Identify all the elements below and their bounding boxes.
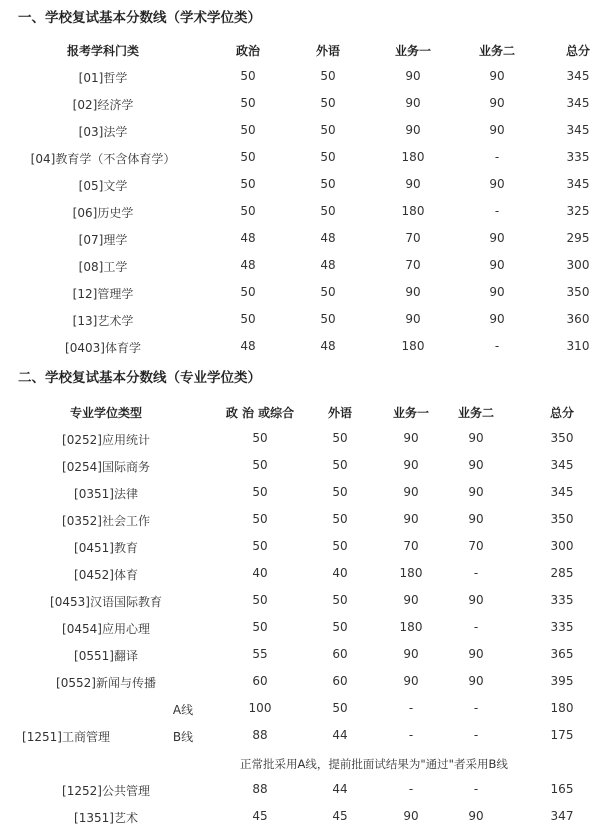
table-row <box>0 123 612 150</box>
mba-note: 正常批采用A线，提前批面试结果为"通过"者采用B线 <box>240 757 508 771</box>
row-value: 90 <box>489 177 505 191</box>
row-value: - <box>473 620 479 634</box>
row-value: 50 <box>332 458 348 472</box>
s2-header-3: 业务一 <box>392 406 430 420</box>
row-value: 90 <box>489 69 505 83</box>
table-row <box>0 96 612 123</box>
row-label: [07]理学 <box>78 233 128 247</box>
row-value: 50 <box>332 539 348 553</box>
row-label: [0403]体育学 <box>65 341 141 355</box>
row-value: 45 <box>332 809 348 823</box>
mba-line-b-label: B线 <box>172 730 194 744</box>
row-value: 350 <box>550 431 574 445</box>
table-row <box>0 231 612 258</box>
row-value: 90 <box>403 674 419 688</box>
section2-title: 二、学校复试基本分数线（专业学位类） <box>18 370 261 386</box>
table-row <box>0 593 612 620</box>
row-value: 345 <box>550 485 574 499</box>
row-value: 300 <box>566 258 590 272</box>
row-value: 90 <box>489 123 505 137</box>
row-value: 90 <box>468 593 484 607</box>
row-value: - <box>473 566 479 580</box>
row-value: 48 <box>240 258 256 272</box>
row-value: 70 <box>405 231 421 245</box>
s2-header-4: 业务二 <box>457 406 495 420</box>
row-value: 48 <box>240 339 256 353</box>
row-value: 50 <box>252 620 268 634</box>
row-value: 180 <box>401 204 425 218</box>
row-value: 347 <box>550 809 574 823</box>
row-label: [0351]法律 <box>74 487 138 501</box>
s1-header-1: 政治 <box>235 44 261 58</box>
table-row <box>0 539 612 566</box>
mba-name: [1251]工商管理 <box>22 730 110 744</box>
row-value: 90 <box>468 809 484 823</box>
row-value: - <box>494 204 500 218</box>
row-value: 335 <box>566 150 590 164</box>
row-value: 50 <box>252 539 268 553</box>
row-value: 48 <box>320 258 336 272</box>
mba-line-a-v4: 180 <box>550 701 574 715</box>
row-value: 50 <box>240 312 256 326</box>
row-value: 50 <box>240 150 256 164</box>
mba-line-a-v3: - <box>473 701 479 715</box>
row-value: 180 <box>401 150 425 164</box>
row-value: 70 <box>468 539 484 553</box>
row-label: [03]法学 <box>78 125 128 139</box>
row-value: - <box>494 150 500 164</box>
mba-line-a-v2: - <box>408 701 414 715</box>
s1-header-5: 总分 <box>565 44 591 58</box>
row-value: 90 <box>468 485 484 499</box>
row-value: 50 <box>252 458 268 472</box>
mba-line-b-v4: 175 <box>550 728 574 742</box>
row-label: [04]教育学（不含体育学） <box>30 152 176 166</box>
row-label: [12]管理学 <box>72 287 134 301</box>
row-value: 70 <box>403 539 419 553</box>
row-label: [0551]翻译 <box>74 649 138 663</box>
table-row <box>0 647 612 674</box>
row-value: 40 <box>252 566 268 580</box>
row-value: 50 <box>252 485 268 499</box>
s1-header-2: 外语 <box>315 44 341 58</box>
row-value: 180 <box>399 566 423 580</box>
table-row <box>0 782 612 809</box>
row-label: [08]工学 <box>78 260 128 274</box>
row-value: 50 <box>332 512 348 526</box>
row-value: 165 <box>550 782 574 796</box>
row-value: 310 <box>566 339 590 353</box>
row-value: 90 <box>468 458 484 472</box>
table-row <box>0 431 612 458</box>
row-value: 300 <box>550 539 574 553</box>
row-value: 345 <box>566 177 590 191</box>
table-row <box>0 458 612 485</box>
row-label: [05]文学 <box>78 179 128 193</box>
row-value: 50 <box>240 69 256 83</box>
section1-title: 一、学校复试基本分数线（学术学位类） <box>18 10 261 26</box>
row-value: 90 <box>405 123 421 137</box>
table-row <box>0 512 612 539</box>
row-value: 90 <box>405 69 421 83</box>
row-label: [0552]新闻与传播 <box>56 676 156 690</box>
mba-line-b-v2: - <box>408 728 414 742</box>
row-value: 48 <box>320 339 336 353</box>
table-row <box>0 809 612 836</box>
row-value: 90 <box>403 647 419 661</box>
row-value: 50 <box>332 593 348 607</box>
row-value: 50 <box>320 96 336 110</box>
row-value: 295 <box>566 231 590 245</box>
row-value: 350 <box>550 512 574 526</box>
mba-line-a-v1: 50 <box>332 701 348 715</box>
row-value: 90 <box>489 285 505 299</box>
row-value: 345 <box>566 69 590 83</box>
row-value: 90 <box>403 512 419 526</box>
row-label: [02]经济学 <box>72 98 134 112</box>
row-value: 50 <box>240 204 256 218</box>
row-value: 48 <box>240 231 256 245</box>
row-value: 50 <box>240 123 256 137</box>
table-row <box>0 312 612 339</box>
table-row <box>0 285 612 312</box>
s1-header-0: 报考学科门类 <box>66 44 140 58</box>
s1-header-3: 业务一 <box>394 44 432 58</box>
row-value: 90 <box>403 485 419 499</box>
s2-header-0: 专业学位类型 <box>69 406 143 420</box>
row-value: 345 <box>566 96 590 110</box>
row-value: 90 <box>405 177 421 191</box>
row-value: 90 <box>468 512 484 526</box>
row-value: 50 <box>320 123 336 137</box>
row-value: 90 <box>403 431 419 445</box>
row-value: 50 <box>252 512 268 526</box>
row-value: 50 <box>320 69 336 83</box>
row-value: 335 <box>550 620 574 634</box>
row-value: 90 <box>468 431 484 445</box>
row-value: 345 <box>550 458 574 472</box>
row-label: [13]艺术学 <box>72 314 134 328</box>
row-value: 50 <box>252 593 268 607</box>
row-value: 70 <box>405 258 421 272</box>
table-row <box>0 177 612 204</box>
row-value: 48 <box>320 231 336 245</box>
s2-header-1: 政 治 或综合 <box>225 406 295 420</box>
row-value: 365 <box>550 647 574 661</box>
row-value: 50 <box>332 431 348 445</box>
table-row <box>0 485 612 512</box>
mba-line-a-label: A线 <box>172 703 194 717</box>
row-value: 50 <box>320 150 336 164</box>
row-value: 325 <box>566 204 590 218</box>
row-value: 55 <box>252 647 268 661</box>
row-value: 90 <box>405 96 421 110</box>
s1-header-4: 业务二 <box>478 44 516 58</box>
row-value: 350 <box>566 285 590 299</box>
row-value: 90 <box>468 674 484 688</box>
row-value: 50 <box>240 177 256 191</box>
table-row <box>0 566 612 593</box>
table-row <box>0 674 612 701</box>
row-value: 285 <box>550 566 574 580</box>
s2-header-2: 外语 <box>327 406 353 420</box>
row-value: 90 <box>489 96 505 110</box>
row-value: 90 <box>405 285 421 299</box>
row-value: 180 <box>399 620 423 634</box>
row-value: 60 <box>252 674 268 688</box>
row-value: - <box>408 782 414 796</box>
row-value: 90 <box>489 258 505 272</box>
row-label: [0252]应用统计 <box>62 433 150 447</box>
row-label: [1351]艺术 <box>74 811 138 825</box>
row-label: [01]哲学 <box>78 71 128 85</box>
row-value: 40 <box>332 566 348 580</box>
table-row <box>0 69 612 96</box>
row-value: 50 <box>252 431 268 445</box>
row-value: 50 <box>320 204 336 218</box>
table-row <box>0 150 612 177</box>
row-value: 44 <box>332 782 348 796</box>
row-value: 45 <box>252 809 268 823</box>
row-label: [0451]教育 <box>74 541 138 555</box>
row-value: 90 <box>489 312 505 326</box>
row-label: [1252]公共管理 <box>62 784 150 798</box>
mba-line-b-v1: 44 <box>332 728 348 742</box>
table-row <box>0 339 612 366</box>
row-value: 50 <box>332 485 348 499</box>
table-row <box>0 258 612 285</box>
row-value: 90 <box>403 458 419 472</box>
row-label: [06]历史学 <box>72 206 134 220</box>
row-value: 90 <box>403 809 419 823</box>
table-row <box>0 620 612 647</box>
row-value: 345 <box>566 123 590 137</box>
row-label: [0352]社会工作 <box>62 514 150 528</box>
mba-line-b-v0: 88 <box>252 728 268 742</box>
row-value: 50 <box>320 312 336 326</box>
row-value: 360 <box>566 312 590 326</box>
row-value: 90 <box>468 647 484 661</box>
row-value: 60 <box>332 647 348 661</box>
row-value: 90 <box>489 231 505 245</box>
mba-line-a-v0: 100 <box>248 701 272 715</box>
row-label: [0254]国际商务 <box>62 460 150 474</box>
row-label: [0452]体育 <box>74 568 138 582</box>
row-value: 60 <box>332 674 348 688</box>
row-value: 50 <box>320 285 336 299</box>
row-value: 90 <box>403 593 419 607</box>
row-value: 90 <box>405 312 421 326</box>
row-value: 335 <box>550 593 574 607</box>
row-value: 50 <box>332 620 348 634</box>
s2-header-5: 总分 <box>549 406 575 420</box>
row-value: - <box>473 782 479 796</box>
row-label: [0453]汉语国际教育 <box>50 595 162 609</box>
row-value: - <box>494 339 500 353</box>
row-value: 180 <box>401 339 425 353</box>
mba-line-b-v3: - <box>473 728 479 742</box>
row-value: 50 <box>320 177 336 191</box>
row-value: 50 <box>240 285 256 299</box>
row-value: 50 <box>240 96 256 110</box>
row-value: 395 <box>550 674 574 688</box>
row-value: 88 <box>252 782 268 796</box>
row-label: [0454]应用心理 <box>62 622 150 636</box>
table-row <box>0 204 612 231</box>
